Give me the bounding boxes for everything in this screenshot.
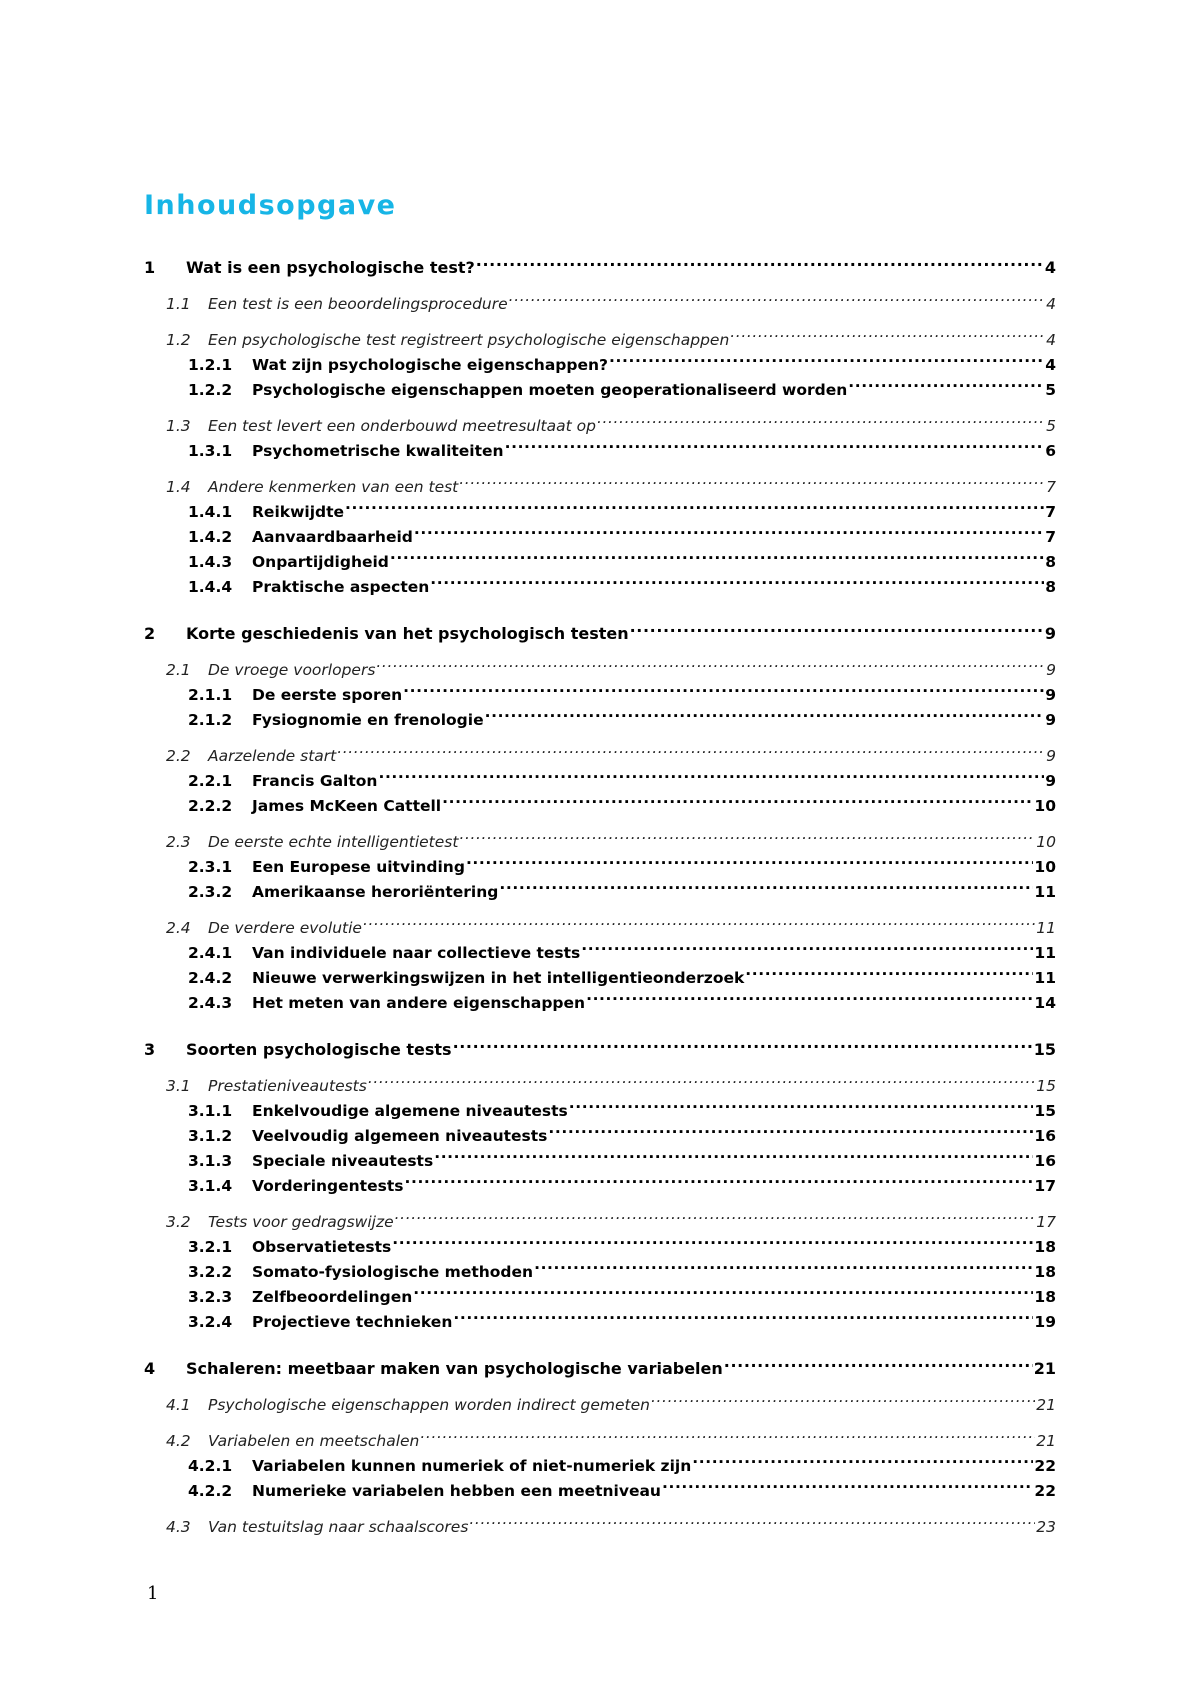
toc-entry-number: 2.2 xyxy=(166,747,191,765)
toc-entry-number: 3.1.4 xyxy=(188,1177,233,1195)
toc-entry-number: 1.4 xyxy=(166,478,191,496)
toc-subsection[interactable] xyxy=(144,492,1056,521)
toc-dot-leader xyxy=(505,431,1045,456)
toc-entry-title: Het meten van andere eigenschappen xyxy=(252,994,586,1012)
toc-entry-page: 5 xyxy=(1046,417,1056,435)
toc-entry-title: Een test is een beoordelingsprocedure xyxy=(208,295,508,313)
toc-entry-number: 2.4.3 xyxy=(188,994,233,1012)
toc-entry-number: 4.2.2 xyxy=(188,1482,233,1500)
toc-entry-page: 9 xyxy=(1044,624,1056,643)
toc-dot-leader xyxy=(745,958,1033,983)
toc-dot-leader xyxy=(730,320,1045,345)
toc-subsection[interactable] xyxy=(144,567,1056,596)
toc-entry-title: Soorten psychologische tests xyxy=(186,1040,452,1059)
toc-entry-number: 3.2.4 xyxy=(188,1313,233,1331)
toc-dot-leader xyxy=(609,345,1044,370)
toc-entry-title: Aanvaardbaarheid xyxy=(252,528,413,546)
toc-entry-title: Onpartijdigheid xyxy=(252,553,389,571)
toc-subsection[interactable] xyxy=(144,370,1056,399)
toc-chapter[interactable] xyxy=(144,614,1056,643)
toc-dot-leader xyxy=(476,248,1044,273)
toc-subsection[interactable] xyxy=(144,1091,1056,1120)
toc-entry-page: 17 xyxy=(1036,1213,1056,1231)
toc-entry-page: 11 xyxy=(1034,883,1056,901)
toc-entry-title: Speciale niveautests xyxy=(252,1152,434,1170)
toc-entry-number: 3.1.2 xyxy=(188,1127,233,1145)
toc-dot-leader xyxy=(368,1066,1035,1091)
toc-subsection[interactable] xyxy=(144,1227,1056,1256)
toc-dot-leader xyxy=(499,872,1033,897)
toc-entry-number: 1.4.4 xyxy=(188,578,233,596)
toc-entry-page: 23 xyxy=(1036,1518,1056,1536)
toc-entry-page: 11 xyxy=(1034,944,1056,962)
toc-entry-number: 2.4.1 xyxy=(188,944,233,962)
toc-subsection[interactable] xyxy=(144,761,1056,790)
toc-dot-leader xyxy=(459,467,1045,492)
toc-entry-number: 2.4.2 xyxy=(188,969,233,987)
toc-subsection[interactable] xyxy=(144,700,1056,729)
toc-dot-leader xyxy=(692,1446,1033,1471)
toc-entry-page: 4 xyxy=(1046,295,1056,313)
toc-entry-number: 4 xyxy=(144,1359,156,1378)
toc-dot-leader xyxy=(597,406,1045,431)
toc-entry-title: Zelfbeoordelingen xyxy=(252,1288,413,1306)
toc-dot-leader xyxy=(651,1385,1035,1410)
toc-dot-leader xyxy=(485,700,1045,725)
toc-chapter[interactable] xyxy=(144,248,1056,277)
toc-entry-number: 3.1 xyxy=(166,1077,191,1095)
toc-dot-leader xyxy=(581,933,1033,958)
toc-entry-page: 11 xyxy=(1036,919,1056,937)
toc-entry-number: 2.3 xyxy=(166,833,191,851)
toc-dot-leader xyxy=(390,542,1044,567)
toc-dot-leader xyxy=(363,908,1035,933)
toc-dot-leader xyxy=(466,847,1033,872)
toc-entry-page: 19 xyxy=(1034,1313,1056,1331)
toc-subsection[interactable] xyxy=(144,872,1056,901)
toc-entry-title: Korte geschiedenis van het psychologisch testen xyxy=(186,624,629,643)
toc-section[interactable] xyxy=(144,1202,1056,1231)
toc-entry-page: 14 xyxy=(1034,994,1056,1012)
toc-entry-title: Numerieke variabelen hebben een meetniveau xyxy=(252,1482,661,1500)
toc-entry-page: 7 xyxy=(1046,478,1056,496)
toc-entry-title: De vroege voorlopers xyxy=(208,661,376,679)
toc-entry-number: 3.1.1 xyxy=(188,1102,233,1120)
toc-entry-title: Psychologische eigenschappen moeten geoperationaliseerd worden xyxy=(252,381,848,399)
toc-entry-title: Observatietests xyxy=(252,1238,392,1256)
page-title: Inhoudsopgave xyxy=(144,190,397,221)
toc-dot-leader xyxy=(378,761,1044,786)
toc-entry-title: Psychologische eigenschappen worden indirect gemeten xyxy=(208,1396,650,1414)
toc-entry-title: Somato-fysiologische methoden xyxy=(252,1263,534,1281)
toc-entry-number: 4.1 xyxy=(166,1396,191,1414)
toc-entry-title: Praktische aspecten xyxy=(252,578,430,596)
table-of-contents xyxy=(144,248,1056,1536)
toc-entry-number: 1.2.1 xyxy=(188,356,233,374)
toc-entry-title: De eerste sporen xyxy=(252,686,403,704)
toc-subsection[interactable] xyxy=(144,786,1056,815)
toc-subsection[interactable] xyxy=(144,1116,1056,1145)
toc-dot-leader xyxy=(509,284,1045,309)
toc-entry-title: Enkelvoudige algemene niveautests xyxy=(252,1102,568,1120)
toc-subsection[interactable] xyxy=(144,958,1056,987)
toc-dot-leader xyxy=(430,567,1044,592)
toc-entry-title: Vorderingentests xyxy=(252,1177,404,1195)
toc-entry-page: 10 xyxy=(1034,797,1056,815)
toc-section[interactable] xyxy=(144,650,1056,679)
toc-dot-leader xyxy=(403,675,1044,700)
toc-entry-number: 1.4.2 xyxy=(188,528,233,546)
toc-subsection[interactable] xyxy=(144,1277,1056,1306)
toc-entry-title: Veelvoudig algemeen niveautests xyxy=(252,1127,548,1145)
toc-entry-page: 22 xyxy=(1034,1482,1056,1500)
toc-entry-page: 21 xyxy=(1036,1432,1056,1450)
toc-entry-page: 5 xyxy=(1045,381,1056,399)
toc-entry-page: 9 xyxy=(1045,711,1056,729)
toc-dot-leader xyxy=(414,517,1044,542)
toc-dot-leader xyxy=(392,1227,1033,1252)
toc-entry-number: 3.2.1 xyxy=(188,1238,233,1256)
toc-subsection[interactable] xyxy=(144,517,1056,546)
toc-entry-page: 9 xyxy=(1046,661,1056,679)
toc-subsection[interactable] xyxy=(144,847,1056,876)
toc-dot-leader xyxy=(395,1202,1036,1227)
toc-entry-number: 2.3.1 xyxy=(188,858,233,876)
toc-dot-leader xyxy=(848,370,1044,395)
toc-entry-title: Andere kenmerken van een test xyxy=(208,478,459,496)
toc-entry-page: 6 xyxy=(1045,442,1056,460)
toc-entry-number: 1 xyxy=(144,258,156,277)
toc-entry-page: 16 xyxy=(1034,1152,1056,1170)
toc-section[interactable] xyxy=(144,320,1056,349)
toc-subsection[interactable] xyxy=(144,542,1056,571)
toc-dot-leader xyxy=(459,822,1035,847)
toc-subsection[interactable] xyxy=(144,1166,1056,1195)
toc-entry-title: Psychometrische kwaliteiten xyxy=(252,442,504,460)
toc-entry-title: Wat is een psychologische test? xyxy=(186,258,475,277)
toc-entry-page: 18 xyxy=(1034,1238,1056,1256)
toc-entry-title: De eerste echte intelligentietest xyxy=(208,833,459,851)
toc-entry-page: 10 xyxy=(1036,833,1056,851)
toc-entry-title: James McKeen Cattell xyxy=(252,797,442,815)
toc-entry-number: 1.3.1 xyxy=(188,442,233,460)
toc-dot-leader xyxy=(413,1277,1033,1302)
toc-entry-title: Projectieve technieken xyxy=(252,1313,453,1331)
toc-entry-page: 21 xyxy=(1036,1396,1056,1414)
toc-entry-title: De verdere evolutie xyxy=(208,919,362,937)
toc-entry-page: 9 xyxy=(1045,772,1056,790)
toc-subsection[interactable] xyxy=(144,933,1056,962)
toc-entry-number: 2.1.1 xyxy=(188,686,233,704)
toc-entry-number: 2.2.2 xyxy=(188,797,233,815)
toc-entry-page: 4 xyxy=(1045,356,1056,374)
toc-section[interactable] xyxy=(144,1507,1056,1536)
toc-entry-page: 8 xyxy=(1045,553,1056,571)
toc-entry-number: 4.2.1 xyxy=(188,1457,233,1475)
toc-dot-leader xyxy=(434,1141,1033,1166)
toc-entry-page: 11 xyxy=(1034,969,1056,987)
toc-entry-title: Variabelen kunnen numeriek of niet-numeriek zijn xyxy=(252,1457,692,1475)
toc-subsection[interactable] xyxy=(144,675,1056,704)
toc-dot-leader xyxy=(453,1030,1033,1055)
toc-section[interactable] xyxy=(144,736,1056,765)
toc-subsection[interactable] xyxy=(144,1252,1056,1281)
toc-entry-page: 21 xyxy=(1033,1359,1056,1378)
toc-dot-leader xyxy=(630,614,1044,639)
toc-dot-leader xyxy=(337,736,1045,761)
toc-dot-leader xyxy=(442,786,1033,811)
toc-entry-title: Variabelen en meetschalen xyxy=(208,1432,420,1450)
toc-subsection[interactable] xyxy=(144,1141,1056,1170)
toc-entry-number: 1.2 xyxy=(166,331,191,349)
toc-entry-number: 2.3.2 xyxy=(188,883,233,901)
toc-entry-page: 16 xyxy=(1034,1127,1056,1145)
toc-dot-leader xyxy=(420,1421,1035,1446)
toc-dot-leader xyxy=(345,492,1044,517)
toc-entry-page: 7 xyxy=(1045,528,1056,546)
toc-section[interactable] xyxy=(144,908,1056,937)
toc-entry-title: Francis Galton xyxy=(252,772,378,790)
toc-entry-page: 17 xyxy=(1034,1177,1056,1195)
toc-entry-title: Van individuele naar collectieve tests xyxy=(252,944,581,962)
toc-entry-number: 3.2 xyxy=(166,1213,191,1231)
toc-entry-page: 10 xyxy=(1034,858,1056,876)
toc-entry-title: Wat zijn psychologische eigenschappen? xyxy=(252,356,609,374)
toc-subsection[interactable] xyxy=(144,345,1056,374)
toc-entry-page: 8 xyxy=(1045,578,1056,596)
toc-dot-leader xyxy=(569,1091,1034,1116)
toc-entry-number: 2 xyxy=(144,624,156,643)
toc-entry-number: 2.4 xyxy=(166,919,191,937)
toc-entry-number: 3.1.3 xyxy=(188,1152,233,1170)
toc-entry-number: 2.1.2 xyxy=(188,711,233,729)
toc-section[interactable] xyxy=(144,406,1056,435)
toc-section[interactable] xyxy=(144,1385,1056,1414)
toc-entry-number: 4.2 xyxy=(166,1432,191,1450)
toc-section[interactable] xyxy=(144,1421,1056,1450)
toc-entry-page: 7 xyxy=(1045,503,1056,521)
toc-dot-leader xyxy=(548,1116,1033,1141)
toc-dot-leader xyxy=(534,1252,1033,1277)
toc-entry-title: Een psychologische test registreert psychologische eigenschappen xyxy=(208,331,730,349)
toc-entry-page: 18 xyxy=(1034,1288,1056,1306)
toc-section[interactable] xyxy=(144,1066,1056,1095)
toc-entry-title: Aarzelende start xyxy=(208,747,337,765)
toc-entry-number: 1.3 xyxy=(166,417,191,435)
toc-entry-number: 3.2.3 xyxy=(188,1288,233,1306)
toc-entry-title: Amerikaanse heroriëntering xyxy=(252,883,499,901)
toc-entry-page: 18 xyxy=(1034,1263,1056,1281)
toc-entry-title: Van testuitslag naar schaalscores xyxy=(208,1518,469,1536)
toc-entry-number: 3 xyxy=(144,1040,156,1059)
toc-dot-leader xyxy=(469,1507,1035,1532)
toc-entry-number: 1.2.2 xyxy=(188,381,233,399)
toc-dot-leader xyxy=(453,1302,1033,1327)
toc-entry-title: Prestatieniveautests xyxy=(208,1077,367,1095)
toc-entry-page: 4 xyxy=(1044,258,1056,277)
toc-section[interactable] xyxy=(144,284,1056,313)
toc-entry-number: 3.2.2 xyxy=(188,1263,233,1281)
toc-section[interactable] xyxy=(144,822,1056,851)
toc-entry-page: 15 xyxy=(1033,1040,1056,1059)
toc-entry-title: Een test levert een onderbouwd meetresultaat op xyxy=(208,417,596,435)
toc-section[interactable] xyxy=(144,467,1056,496)
toc-entry-page: 15 xyxy=(1036,1077,1056,1095)
toc-dot-leader xyxy=(376,650,1045,675)
toc-subsection[interactable] xyxy=(144,1302,1056,1331)
toc-entry-title: Fysiognomie en frenologie xyxy=(252,711,484,729)
toc-entry-title: Schaleren: meetbaar maken van psychologische variabelen xyxy=(186,1359,723,1378)
toc-entry-page: 9 xyxy=(1046,747,1056,765)
toc-entry-page: 22 xyxy=(1034,1457,1056,1475)
toc-dot-leader xyxy=(662,1471,1033,1496)
toc-entry-page: 15 xyxy=(1034,1102,1056,1120)
toc-entry-page: 4 xyxy=(1046,331,1056,349)
toc-subsection[interactable] xyxy=(144,983,1056,1012)
page-number: 1 xyxy=(147,1583,159,1604)
toc-entry-title: Reikwijdte xyxy=(252,503,345,521)
toc-subsection[interactable] xyxy=(144,431,1056,460)
toc-entry-number: 1.4.1 xyxy=(188,503,233,521)
toc-entry-title: Nieuwe verwerkingswijzen in het intelligentieonderzoek xyxy=(252,969,745,987)
toc-chapter[interactable] xyxy=(144,1349,1056,1378)
toc-entry-number: 2.1 xyxy=(166,661,191,679)
toc-dot-leader xyxy=(586,983,1033,1008)
toc-chapter[interactable] xyxy=(144,1030,1056,1059)
toc-dot-leader xyxy=(404,1166,1033,1191)
toc-entry-title: Een Europese uitvinding xyxy=(252,858,465,876)
toc-dot-leader xyxy=(724,1349,1033,1374)
toc-entry-page: 9 xyxy=(1045,686,1056,704)
toc-entry-title: Tests voor gedragswijze xyxy=(208,1213,394,1231)
toc-entry-number: 4.3 xyxy=(166,1518,191,1536)
toc-entry-number: 1.1 xyxy=(166,295,191,313)
toc-entry-number: 1.4.3 xyxy=(188,553,233,571)
toc-subsection[interactable] xyxy=(144,1471,1056,1500)
toc-subsection[interactable] xyxy=(144,1446,1056,1475)
toc-entry-number: 2.2.1 xyxy=(188,772,233,790)
